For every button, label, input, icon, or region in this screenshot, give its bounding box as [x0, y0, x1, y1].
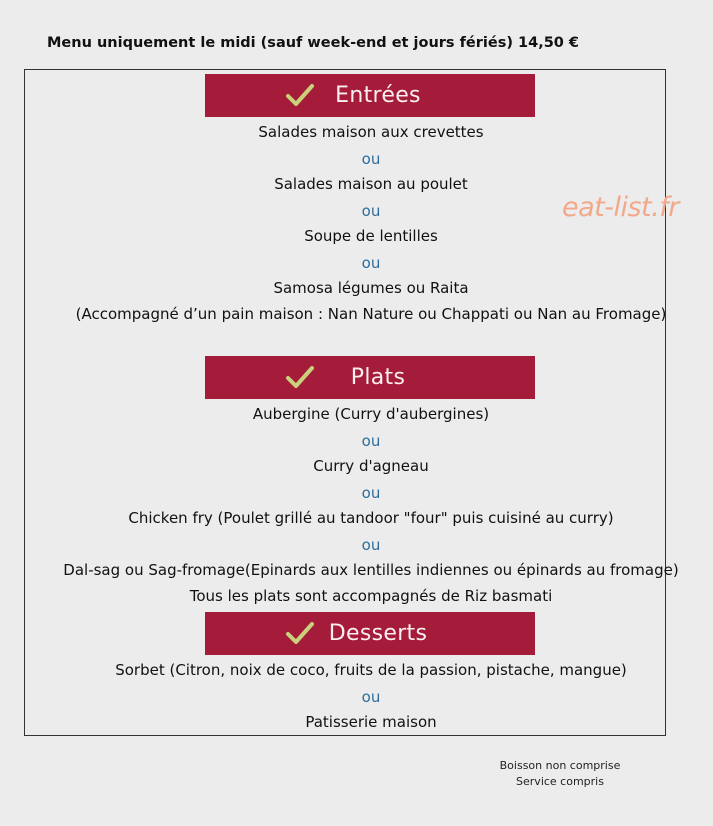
- or-separator: ou: [361, 536, 381, 554]
- checkmark-icon: [285, 82, 315, 108]
- menu-item: Dal-sag ou Sag-fromage(Epinards aux lentilles indiennes ou épinards au fromage): [63, 561, 679, 579]
- menu-item: Soupe de lentilles: [304, 227, 438, 245]
- section-title: Plats: [350, 365, 406, 390]
- footer-service: Service compris: [516, 775, 604, 788]
- watermark: eat-list.fr: [562, 192, 679, 223]
- menu-note: (Accompagné d’un pain maison : Nan Nature ou Chappati ou Nan au Fromage): [75, 305, 667, 323]
- or-separator: ou: [361, 150, 381, 168]
- menu-item: Patisserie maison: [305, 713, 437, 731]
- menu-item: Salades maison au poulet: [274, 175, 468, 193]
- section-header-plats: [205, 356, 535, 399]
- menu-title: Menu uniquement le midi (sauf week-end et jours fériés) 14,50 €: [47, 35, 580, 51]
- or-separator: ou: [361, 432, 381, 450]
- menu-box: [24, 69, 679, 736]
- menu-item: Chicken fry (Poulet grillé au tandoor "four" puis cuisiné au curry): [128, 509, 614, 527]
- section-header-entrees: [205, 74, 535, 117]
- menu-item: Salades maison aux crevettes: [258, 123, 484, 141]
- section-header-desserts: [205, 612, 535, 655]
- section-title: Entrées: [335, 83, 421, 108]
- or-separator: ou: [361, 484, 381, 502]
- or-separator: ou: [361, 688, 381, 706]
- checkmark-icon: [285, 620, 315, 646]
- menu-item: Sorbet (Citron, noix de coco, fruits de la passion, pistache, mangue): [115, 661, 627, 679]
- section-title: Desserts: [328, 621, 428, 646]
- footer-drink: Boisson non comprise: [499, 759, 621, 772]
- checkmark-icon: [285, 364, 315, 390]
- menu-item: Samosa légumes ou Raita: [273, 279, 469, 297]
- or-separator: ou: [361, 202, 381, 220]
- menu-note: Tous les plats sont accompagnés de Riz basmati: [189, 587, 553, 605]
- menu-item: Aubergine (Curry d'aubergines): [252, 405, 490, 423]
- menu-item: Curry d'agneau: [313, 457, 429, 475]
- or-separator: ou: [361, 254, 381, 272]
